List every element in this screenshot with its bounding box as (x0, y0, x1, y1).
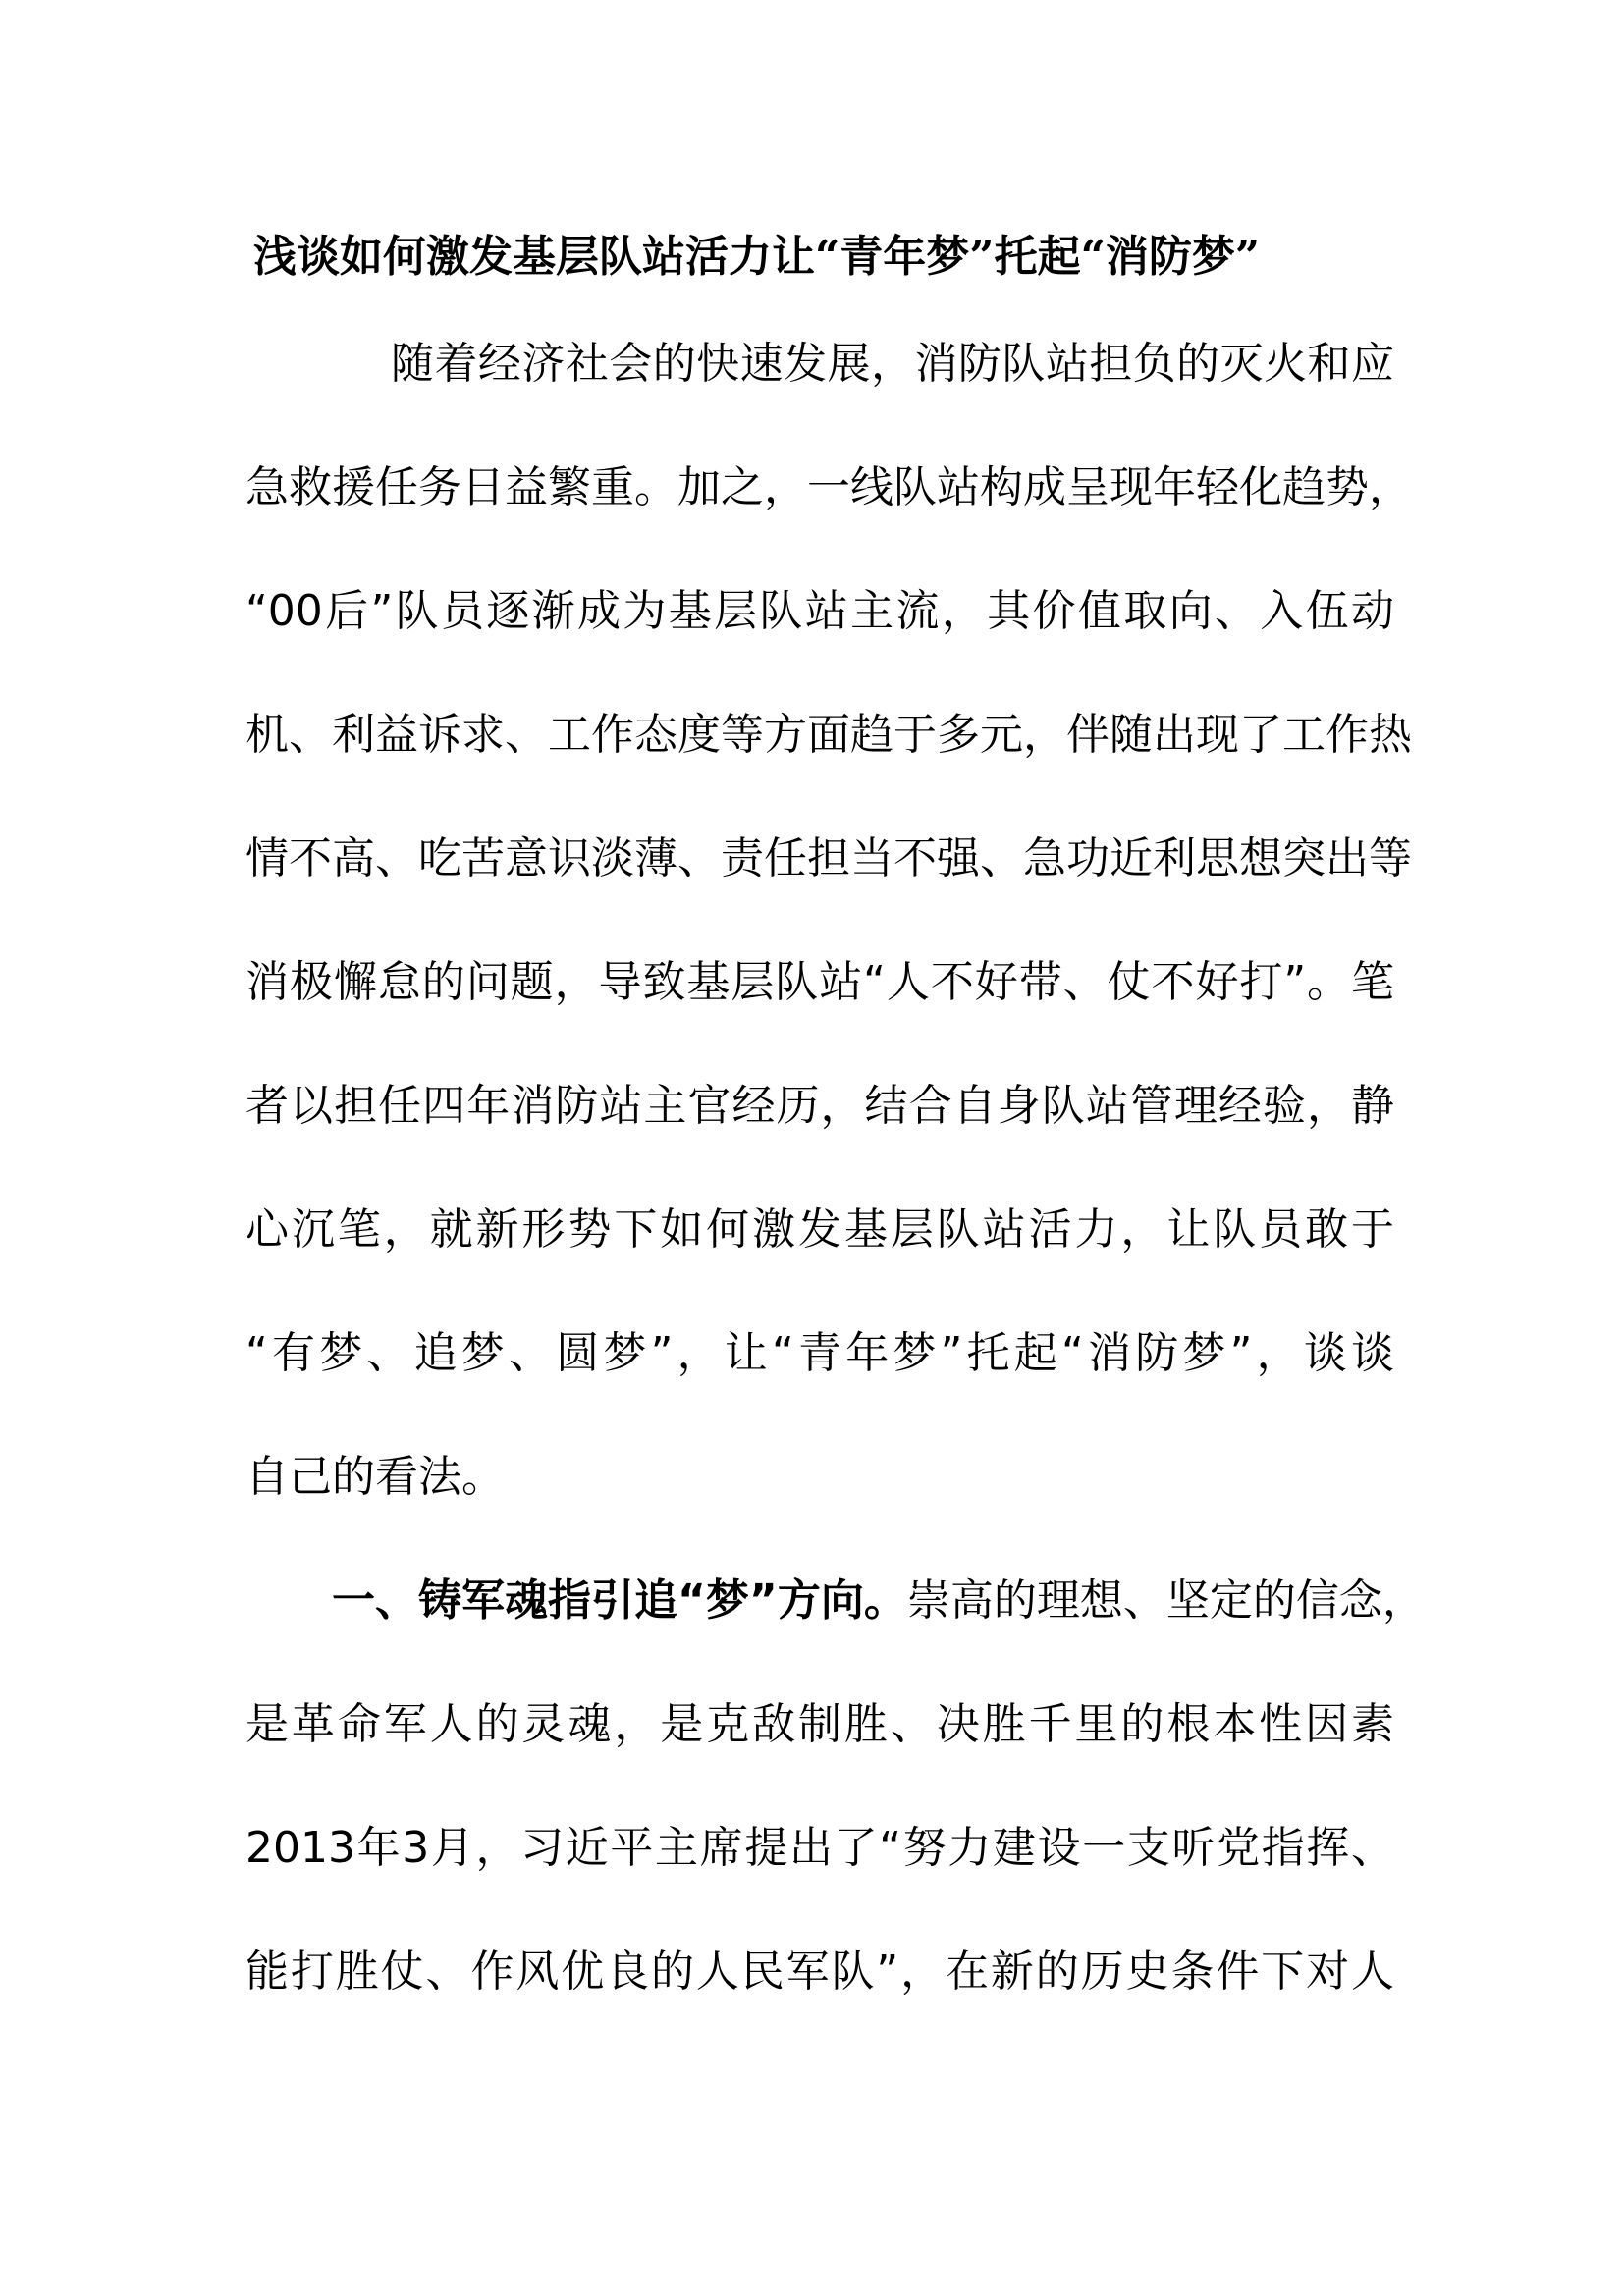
intro-line: 急救援任务日益繁重。加之，一线队站构成呈现年轻化趋势， (245, 462, 1412, 512)
section-1-line: 2013年3月，习近平主席提出了“努力建设一支听党指挥、 (245, 1823, 1394, 1873)
intro-line: 自己的看法。 (245, 1452, 505, 1502)
intro-line: “有梦、追梦、圆梦”，让“青年梦”托起“消防梦”，谈谈 (245, 1328, 1394, 1378)
intro-line: 心沉笔，就新形势下如何激发基层队站活力，让队员敢于 (245, 1204, 1394, 1255)
intro-line: 情不高、吃苦意识淡薄、责任担当不强、急功近利思想突出等 (245, 833, 1412, 883)
intro-line: 消极懈怠的问题，导致基层队站“人不好带、仗不好打”。笔 (245, 957, 1394, 1007)
section-1-first-line (332, 1572, 1426, 1630)
intro-line: 者以担任四年消防站主官经历，结合自身队站管理经验，静 (245, 1081, 1394, 1131)
section-1-line: 是革命军人的灵魂，是克敌制胜、决胜千里的根本性因素 (245, 1699, 1394, 1749)
document-title: 浅谈如何激发基层队站活力让“青年梦”托起“消防梦” (253, 232, 1261, 282)
section-1-line: 能打胜仗、作风优良的人民军队”，在新的历史条件下对人 (245, 1947, 1394, 1997)
intro-line: 机、利益诉求、工作态度等方面趋于多元，伴随出现了工作热 (245, 710, 1412, 760)
intro-line: 随着经济社会的快速发展，消防队站担负的灭火和应 (391, 339, 1394, 389)
section-1-text: 崇高的理想、坚定的信念， (906, 1575, 1426, 1626)
intro-line: “00后”队员逐渐成为基层队站主流，其价值取向、入伍动 (245, 586, 1394, 636)
section-1-heading: 一、铸军魂指引追“梦”方向。 (332, 1575, 907, 1626)
